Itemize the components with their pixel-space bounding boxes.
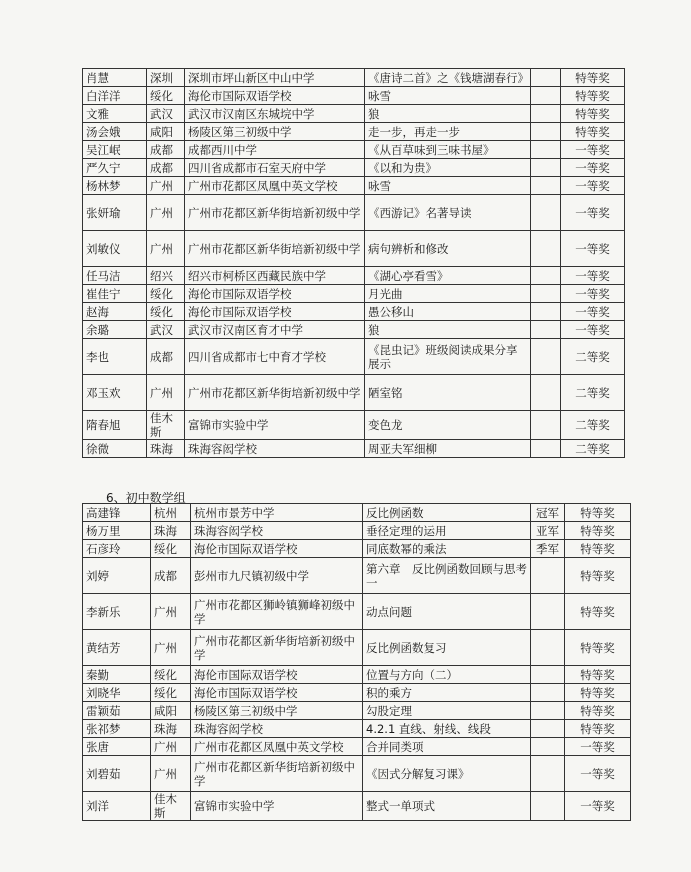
lesson-topic-cell: 《西游记》名著导读 — [365, 195, 531, 231]
school-cell: 彭州市九尺镇初级中学 — [191, 558, 363, 594]
medal-cell: 冠军 — [531, 504, 565, 522]
award-cell: 一等奖 — [561, 195, 625, 231]
award-cell: 一等奖 — [565, 756, 631, 792]
teacher-name-cell: 文雅 — [83, 105, 147, 123]
teacher-name-cell: 白洋洋 — [83, 87, 147, 105]
teacher-name-cell: 秦勤 — [83, 666, 151, 684]
lesson-topic-cell: 合并同类项 — [363, 738, 531, 756]
award-cell: 一等奖 — [561, 231, 625, 267]
teacher-name-cell: 李也 — [83, 339, 147, 375]
lesson-topic-cell: 咏雪 — [365, 87, 531, 105]
award-cell: 特等奖 — [561, 69, 625, 87]
section-title-math: 6、初中数学组 — [106, 491, 186, 505]
medal-cell — [531, 738, 565, 756]
table-row — [83, 285, 625, 303]
lesson-topic-cell: 《唐诗二首》之《钱塘湖春行》 — [365, 69, 531, 87]
lesson-topic-cell: 4.2.1 直线、射线、线段 — [363, 720, 531, 738]
school-cell: 广州市花都区新华街培新初级中学 — [185, 375, 365, 411]
city-cell: 咸阳 — [147, 123, 185, 141]
teacher-name-cell: 隋春旭 — [83, 411, 147, 440]
medal-cell — [531, 231, 561, 267]
city-cell: 广州 — [147, 375, 185, 411]
lesson-topic-cell: 狼 — [365, 105, 531, 123]
lesson-topic-cell: 《从百草味到三味书屋》 — [365, 141, 531, 159]
teacher-name-cell: 刘婷 — [83, 558, 151, 594]
award-cell: 特等奖 — [565, 720, 631, 738]
award-cell: 特等奖 — [565, 558, 631, 594]
city-cell: 深圳 — [147, 69, 185, 87]
city-cell: 绥化 — [151, 540, 191, 558]
award-cell: 特等奖 — [565, 594, 631, 630]
school-cell: 海伦市国际双语学校 — [191, 666, 363, 684]
city-cell: 广州 — [147, 231, 185, 267]
award-cell: 二等奖 — [561, 339, 625, 375]
school-cell: 海伦市国际双语学校 — [185, 303, 365, 321]
lesson-topic-cell: 反比例函数 — [363, 504, 531, 522]
lesson-topic-cell: 《以和为贵》 — [365, 159, 531, 177]
school-cell: 珠海容闳学校 — [191, 720, 363, 738]
award-cell: 特等奖 — [561, 87, 625, 105]
award-cell: 一等奖 — [561, 159, 625, 177]
award-cell: 一等奖 — [561, 267, 625, 285]
school-cell: 武汉市汉南区东城垸中学 — [185, 105, 365, 123]
table-row — [83, 540, 631, 558]
school-cell: 绍兴市柯桥区西藏民族中学 — [185, 267, 365, 285]
lesson-topic-cell: 积的乘方 — [363, 684, 531, 702]
table-row — [83, 738, 631, 756]
medal-cell: 季军 — [531, 540, 565, 558]
award-cell: 一等奖 — [561, 177, 625, 195]
medal-cell — [531, 123, 561, 141]
table-row — [83, 141, 625, 159]
teacher-name-cell: 崔佳宁 — [83, 285, 147, 303]
school-cell: 四川省成都市七中育才学校 — [185, 339, 365, 375]
medal-cell — [531, 87, 561, 105]
school-cell: 富锦市实验中学 — [191, 792, 363, 821]
city-cell: 绥化 — [151, 666, 191, 684]
math-award-table — [82, 503, 631, 821]
teacher-name-cell: 杨万里 — [83, 522, 151, 540]
award-cell: 特等奖 — [565, 540, 631, 558]
table-row — [83, 666, 631, 684]
city-cell: 武汉 — [147, 105, 185, 123]
city-cell: 武汉 — [147, 321, 185, 339]
school-cell: 海伦市国际双语学校 — [185, 87, 365, 105]
award-cell: 特等奖 — [565, 666, 631, 684]
medal-cell — [531, 267, 561, 285]
award-cell: 特等奖 — [561, 123, 625, 141]
award-cell: 二等奖 — [561, 411, 625, 440]
award-cell: 一等奖 — [561, 285, 625, 303]
medal-cell — [531, 411, 561, 440]
city-cell: 广州 — [151, 630, 191, 666]
table-row — [83, 177, 625, 195]
teacher-name-cell: 黄结芳 — [83, 630, 151, 666]
table-row — [83, 123, 625, 141]
lesson-topic-cell: 陋室铭 — [365, 375, 531, 411]
city-cell: 佳木斯 — [147, 411, 185, 440]
medal-cell — [531, 440, 561, 458]
school-cell: 广州市花都区凤凰中英文学校 — [185, 177, 365, 195]
medal-cell — [531, 159, 561, 177]
table-row — [83, 411, 625, 440]
city-cell: 成都 — [147, 159, 185, 177]
award-cell: 一等奖 — [565, 738, 631, 756]
lesson-topic-cell: 变色龙 — [365, 411, 531, 440]
medal-cell — [531, 69, 561, 87]
city-cell: 珠海 — [151, 720, 191, 738]
lesson-topic-cell: 《昆虫记》班级阅读成果分享展示 — [365, 339, 531, 375]
school-cell: 四川省成都市石室天府中学 — [185, 159, 365, 177]
teacher-name-cell: 张祁梦 — [83, 720, 151, 738]
lesson-topic-cell: 第六章 反比例函数回顾与思考一 — [363, 558, 531, 594]
school-cell: 武汉市汉南区育才中学 — [185, 321, 365, 339]
teacher-name-cell: 杨林梦 — [83, 177, 147, 195]
city-cell: 广州 — [151, 756, 191, 792]
school-cell: 广州市花都区新华街培新初级中学 — [185, 231, 365, 267]
city-cell: 成都 — [151, 558, 191, 594]
lesson-topic-cell: 勾股定理 — [363, 702, 531, 720]
medal-cell — [531, 702, 565, 720]
teacher-name-cell: 刘洋 — [83, 792, 151, 821]
award-cell: 二等奖 — [561, 440, 625, 458]
medal-cell — [531, 285, 561, 303]
table-row — [83, 522, 631, 540]
award-cell: 特等奖 — [565, 684, 631, 702]
school-cell: 富锦市实验中学 — [185, 411, 365, 440]
teacher-name-cell: 余璐 — [83, 321, 147, 339]
teacher-name-cell: 石彦玲 — [83, 540, 151, 558]
teacher-name-cell: 严久宁 — [83, 159, 147, 177]
lesson-topic-cell: 位置与方向（二） — [363, 666, 531, 684]
award-cell: 特等奖 — [565, 702, 631, 720]
medal-cell — [531, 594, 565, 630]
teacher-name-cell: 张唐 — [83, 738, 151, 756]
table-row — [83, 267, 625, 285]
school-cell: 广州市花都区狮岭镇狮峰初级中学 — [191, 594, 363, 630]
medal-cell — [531, 303, 561, 321]
award-cell: 一等奖 — [561, 321, 625, 339]
table-row — [83, 558, 631, 594]
table-row — [83, 630, 631, 666]
medal-cell — [531, 141, 561, 159]
city-cell: 广州 — [151, 738, 191, 756]
medal-cell — [531, 339, 561, 375]
medal-cell — [531, 756, 565, 792]
city-cell: 佳木斯 — [151, 792, 191, 821]
lesson-topic-cell: 整式一单项式 — [363, 792, 531, 821]
award-cell: 一等奖 — [565, 792, 631, 821]
lesson-topic-cell: 动点问题 — [363, 594, 531, 630]
medal-cell — [531, 684, 565, 702]
table-row — [83, 321, 625, 339]
school-cell: 广州市花都区新华街培新初级中学 — [191, 756, 363, 792]
teacher-name-cell: 徐微 — [83, 440, 147, 458]
table-row — [83, 792, 631, 821]
teacher-name-cell: 赵海 — [83, 303, 147, 321]
lesson-topic-cell: 《湖心亭看雪》 — [365, 267, 531, 285]
teacher-name-cell: 张妍瑜 — [83, 195, 147, 231]
table-row — [83, 195, 625, 231]
medal-cell — [531, 321, 561, 339]
city-cell: 绥化 — [151, 684, 191, 702]
medal-cell — [531, 792, 565, 821]
school-cell: 珠海容闳学校 — [191, 522, 363, 540]
lesson-topic-cell: 狼 — [365, 321, 531, 339]
lesson-topic-cell: 愚公移山 — [365, 303, 531, 321]
school-cell: 成都西川中学 — [185, 141, 365, 159]
award-cell: 一等奖 — [561, 303, 625, 321]
school-cell: 海伦市国际双语学校 — [191, 540, 363, 558]
table-row — [83, 756, 631, 792]
school-cell: 杭州市景芳中学 — [191, 504, 363, 522]
teacher-name-cell: 任马洁 — [83, 267, 147, 285]
medal-cell — [531, 195, 561, 231]
lesson-topic-cell: 《因式分解复习课》 — [363, 756, 531, 792]
teacher-name-cell: 肖慧 — [83, 69, 147, 87]
school-cell: 杨陵区第三初级中学 — [185, 123, 365, 141]
award-cell: 一等奖 — [561, 141, 625, 159]
table-row — [83, 720, 631, 738]
table-row — [83, 684, 631, 702]
teacher-name-cell: 雷颖茹 — [83, 702, 151, 720]
lesson-topic-cell: 咏雪 — [365, 177, 531, 195]
teacher-name-cell: 刘碧茹 — [83, 756, 151, 792]
table-row — [83, 159, 625, 177]
city-cell: 珠海 — [151, 522, 191, 540]
teacher-name-cell: 邓玉欢 — [83, 375, 147, 411]
table-row — [83, 231, 625, 267]
table-row — [83, 303, 625, 321]
school-cell: 广州市花都区凤凰中英文学校 — [191, 738, 363, 756]
city-cell: 珠海 — [147, 440, 185, 458]
award-cell: 特等奖 — [565, 522, 631, 540]
award-cell: 二等奖 — [561, 375, 625, 411]
table-row — [83, 69, 625, 87]
lesson-topic-cell: 反比例函数复习 — [363, 630, 531, 666]
teacher-name-cell: 汤会娥 — [83, 123, 147, 141]
school-cell: 珠海容闳学校 — [185, 440, 365, 458]
teacher-name-cell: 刘敏仪 — [83, 231, 147, 267]
table-row — [83, 375, 625, 411]
city-cell: 广州 — [151, 594, 191, 630]
table-row — [83, 87, 625, 105]
school-cell: 深圳市坪山新区中山中学 — [185, 69, 365, 87]
medal-cell — [531, 630, 565, 666]
city-cell: 绥化 — [147, 303, 185, 321]
table-row — [83, 105, 625, 123]
medal-cell — [531, 375, 561, 411]
lesson-topic-cell: 月光曲 — [365, 285, 531, 303]
lesson-topic-cell: 病句辨析和修改 — [365, 231, 531, 267]
city-cell: 咸阳 — [151, 702, 191, 720]
school-cell: 广州市花都区新华街培新初级中学 — [185, 195, 365, 231]
teacher-name-cell: 刘晓华 — [83, 684, 151, 702]
lesson-topic-cell: 垂径定理的运用 — [363, 522, 531, 540]
medal-cell — [531, 558, 565, 594]
city-cell: 广州 — [147, 177, 185, 195]
award-cell: 特等奖 — [565, 504, 631, 522]
teacher-name-cell: 李新乐 — [83, 594, 151, 630]
award-cell: 特等奖 — [565, 630, 631, 666]
city-cell: 绍兴 — [147, 267, 185, 285]
medal-cell — [531, 105, 561, 123]
chinese-award-table — [82, 68, 625, 458]
city-cell: 绥化 — [147, 285, 185, 303]
medal-cell — [531, 666, 565, 684]
table-row — [83, 702, 631, 720]
city-cell: 绥化 — [147, 87, 185, 105]
city-cell: 广州 — [147, 195, 185, 231]
school-cell: 海伦市国际双语学校 — [185, 285, 365, 303]
medal-cell — [531, 720, 565, 738]
school-cell: 广州市花都区新华街培新初级中学 — [191, 630, 363, 666]
table-row — [83, 440, 625, 458]
school-cell: 杨陵区第三初级中学 — [191, 702, 363, 720]
city-cell: 杭州 — [151, 504, 191, 522]
medal-cell — [531, 177, 561, 195]
table-row — [83, 504, 631, 522]
lesson-topic-cell: 走一步，再走一步 — [365, 123, 531, 141]
school-cell: 海伦市国际双语学校 — [191, 684, 363, 702]
city-cell: 成都 — [147, 141, 185, 159]
lesson-topic-cell: 周亚夫军细柳 — [365, 440, 531, 458]
teacher-name-cell: 高建锋 — [83, 504, 151, 522]
award-cell: 特等奖 — [561, 105, 625, 123]
city-cell: 成都 — [147, 339, 185, 375]
teacher-name-cell: 吴江岷 — [83, 141, 147, 159]
lesson-topic-cell: 同底数幂的乘法 — [363, 540, 531, 558]
medal-cell: 亚军 — [531, 522, 565, 540]
table-row — [83, 339, 625, 375]
table-row — [83, 594, 631, 630]
